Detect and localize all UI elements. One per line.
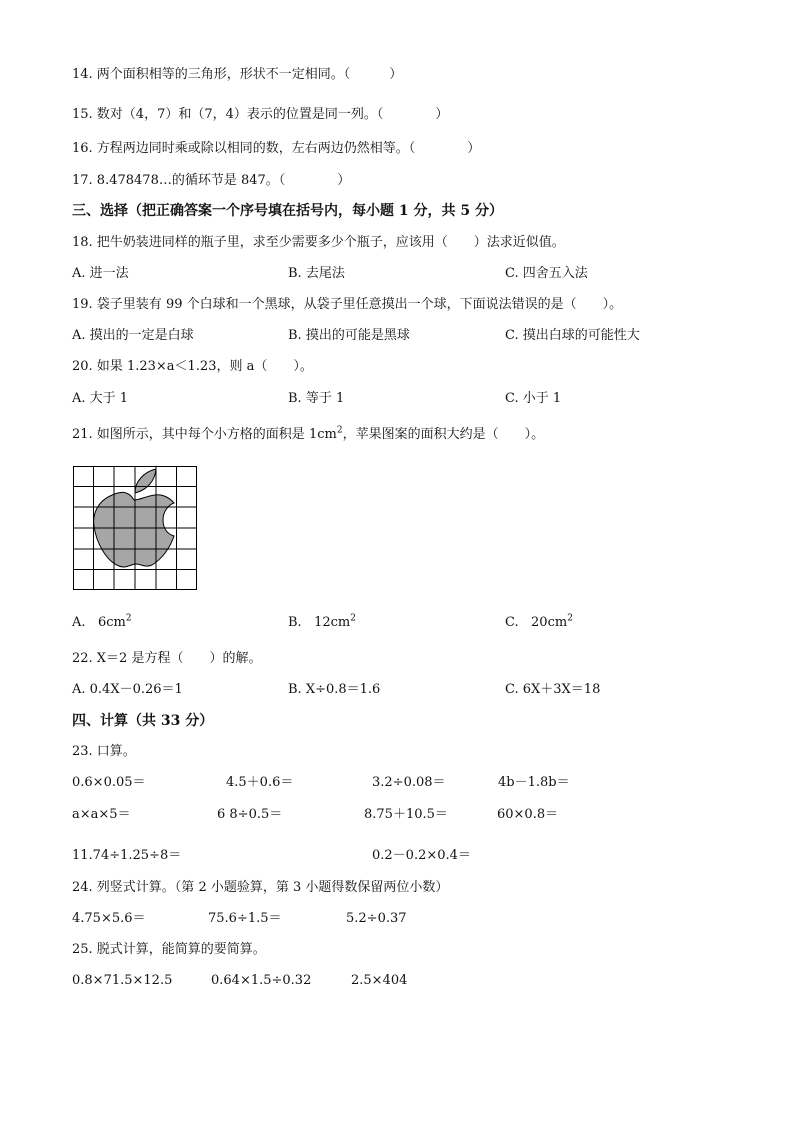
q24-item2: 75.6÷1.5＝ bbox=[208, 911, 282, 926]
q21-option-c bbox=[505, 614, 573, 632]
grid-lines bbox=[73, 466, 197, 590]
apple-leaf bbox=[135, 469, 156, 493]
q25-item3: 2.5×404 bbox=[351, 973, 408, 988]
q18-option-b: B. 去尾法 bbox=[288, 266, 345, 281]
q23-r1-item3: 3.2÷0.08＝ bbox=[372, 775, 446, 790]
q18-option-c: C. 四舍五入法 bbox=[505, 266, 588, 281]
q23-r1-item2: 4.5＋0.6＝ bbox=[226, 775, 294, 790]
question-22: 22. X＝2 是方程（ ）的解。 bbox=[72, 651, 262, 666]
question-24: 24. 列竖式计算。（第 2 小题验算，第 3 小题得数保留两位小数） bbox=[72, 880, 449, 895]
q25-item2: 0.64×1.5÷0.32 bbox=[211, 973, 312, 988]
question-20: 20. 如果 1.23×a＜1.23，则 a（ ）。 bbox=[72, 359, 313, 374]
q19-option-b: B. 摸出的可能是黑球 bbox=[288, 328, 410, 343]
q22-option-a: A. 0.4X－0.26＝1 bbox=[72, 682, 183, 697]
q23-r3-item1: 11.74÷1.25÷8＝ bbox=[72, 848, 182, 863]
apple-grid-figure bbox=[73, 466, 197, 590]
question-18: 18. 把牛奶装进同样的瓶子里，求至少需要多少个瓶子，应该用（ ）法求近似值。 bbox=[72, 235, 565, 250]
q25-item1: 0.8×71.5×12.5 bbox=[72, 973, 173, 988]
q21-c-value: 20cm bbox=[531, 615, 568, 630]
q21-option-a bbox=[72, 614, 132, 632]
q21-b-value: 12cm bbox=[314, 615, 351, 630]
q21-a-label: A. bbox=[72, 615, 86, 630]
q21-stem-sup: 2 bbox=[336, 425, 343, 436]
section-heading-choice: 三、选择（把正确答案一个序号填在括号内，每小题 1 分，共 5 分） bbox=[72, 203, 503, 219]
question-25: 25. 脱式计算，能简算的要简算。 bbox=[72, 942, 266, 957]
q20-option-c: C. 小于 1 bbox=[505, 391, 562, 406]
q21-b-label: B. bbox=[288, 615, 302, 630]
q20-option-b: B. 等于 1 bbox=[288, 391, 345, 406]
q21-a-sup: 2 bbox=[125, 613, 132, 624]
q18-option-a: A. 进一法 bbox=[72, 266, 129, 281]
question-23: 23. 口算。 bbox=[72, 744, 136, 759]
q23-r1-item1: 0.6×0.05＝ bbox=[72, 775, 146, 790]
q23-r2-item4: 60×0.8＝ bbox=[497, 807, 559, 822]
q24-item3: 5.2÷0.37 bbox=[346, 911, 407, 926]
q21-b-sup: 2 bbox=[350, 613, 356, 624]
q21-c-sup: 2 bbox=[567, 613, 573, 624]
q23-r2-item3: 8.75＋10.5＝ bbox=[364, 807, 448, 822]
question-17: 17. 8.478478…的循环节是 847。（ ） bbox=[72, 173, 351, 188]
q20-option-a: A. 大于 1 bbox=[72, 391, 129, 406]
q19-option-a: A. 摸出的一定是白球 bbox=[72, 328, 194, 343]
question-14: 14. 两个面积相等的三角形，形状不一定相同。（ ） bbox=[72, 67, 403, 82]
q22-option-c: C. 6X＋3X＝18 bbox=[505, 682, 601, 697]
q21-stem-a: 21. 如图所示，其中每个小方格的面积是 1cm bbox=[72, 427, 337, 442]
q19-option-c: C. 摸出白球的可能性大 bbox=[505, 328, 640, 343]
apple-shape bbox=[94, 492, 174, 567]
q23-r2-item2: 6 8÷0.5＝ bbox=[217, 807, 283, 822]
q23-r1-item4: 4b－1.8b＝ bbox=[498, 775, 570, 790]
q21-a-value: 6cm bbox=[97, 615, 126, 630]
question-21 bbox=[72, 426, 544, 444]
q23-r3-item2: 0.2－0.2×0.4＝ bbox=[372, 848, 471, 863]
q22-option-b: B. X÷0.8＝1.6 bbox=[288, 682, 381, 697]
q21-c-label: C. bbox=[505, 615, 519, 630]
section-heading-calc: 四、计算（共 33 分） bbox=[72, 713, 214, 729]
q21-stem-b: ，苹果图案的面积大约是（ ）。 bbox=[342, 427, 545, 442]
question-16: 16. 方程两边同时乘或除以相同的数，左右两边仍然相等。（ ） bbox=[72, 141, 481, 156]
q21-option-b bbox=[288, 614, 356, 632]
question-19: 19. 袋子里装有 99 个白球和一个黑球，从袋子里任意摸出一个球，下面说法错误的是（ ）。 bbox=[72, 297, 623, 312]
q23-r2-item1: a×a×5＝ bbox=[72, 807, 131, 822]
question-15: 15. 数对（4，7）和（7，4）表示的位置是同一列。（ ） bbox=[72, 107, 449, 122]
q24-item1: 4.75×5.6＝ bbox=[72, 911, 146, 926]
